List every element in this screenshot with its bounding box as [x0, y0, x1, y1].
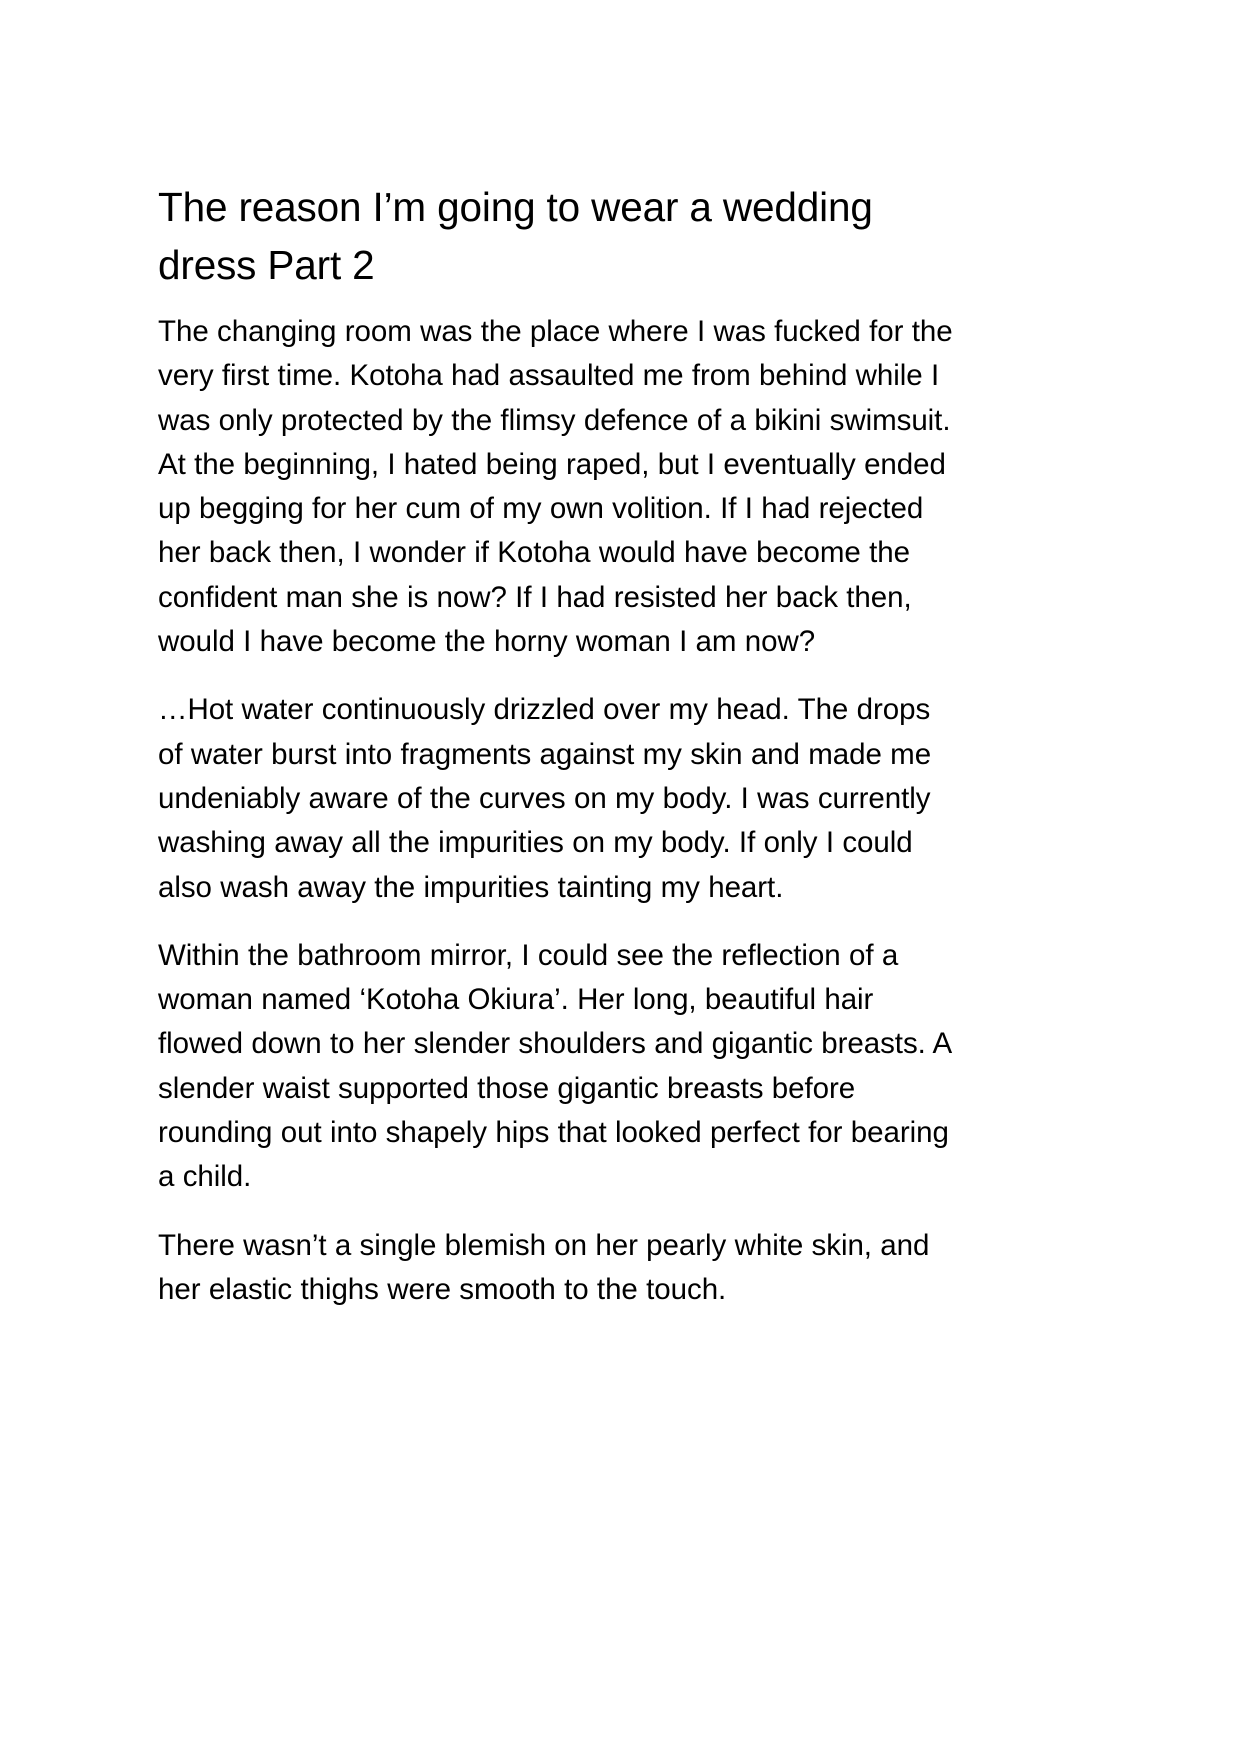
document-body	[158, 178, 954, 1312]
paragraph-4: There wasn’t a single blemish on her pearly white skin, and her elastic thighs were smooth to the touch.	[158, 1228, 930, 1306]
page-title: The reason I’m going to wear a wedding dress Part 2	[158, 184, 873, 288]
paragraph-2: …Hot water continuously drizzled over my head. The drops of water burst into fragments against my skin and made me undeniably aware of the curves on my body. I was currently washing away all the impurities on my body. If only I could also wash away the impurities tainting my heart.	[158, 693, 932, 904]
paragraph-3: Within the bathroom mirror, I could see the reflection of a woman named ‘Kotoha Okiura’. Her long, beautiful hair flowed down to her slender shoulders and gigantic breasts. A slender waist supported those gigantic breasts before rounding out into shapely hips that looked perfect for bearing a child.	[158, 938, 951, 1194]
paragraph-1: The changing room was the place where I was fucked for the very first time. Kotoha had assaulted me from behind while I was only protected by the flimsy defence of a bikini swimsuit. At the beginning, I hated being raped, but I eventually ended up begging for her cum of my own volition. If I had rejected her back then, I wonder if Kotoha would have become the confident man she is now? If I had resisted her back then, would I have become the horny woman I am now?	[158, 315, 953, 659]
